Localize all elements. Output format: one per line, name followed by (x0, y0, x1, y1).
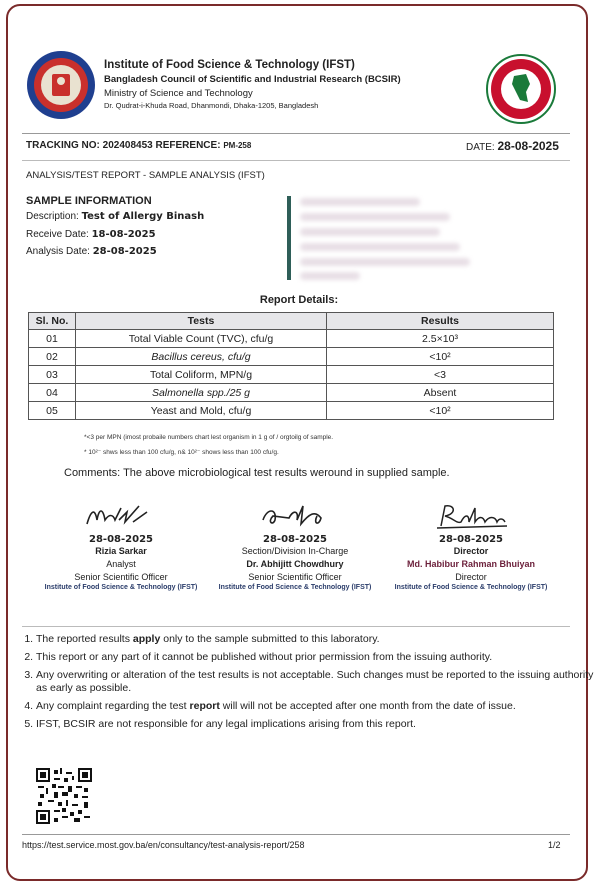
term-text: The reported results (36, 633, 133, 645)
government-seal-logo (486, 54, 556, 124)
test-cell: Yeast and Mold, cfu/g (76, 402, 327, 420)
term-text: Any complaint regarding the test (36, 700, 190, 712)
signature-date: 28-08-2025 (439, 534, 503, 545)
blurred-text (300, 243, 460, 251)
sample-info-heading: SAMPLE INFORMATION (26, 195, 152, 207)
signatory-position: Director (455, 572, 487, 582)
tracking-number: 202408453 (102, 140, 153, 151)
qr-code-icon (36, 768, 92, 824)
term-text: will will not be accepted after one month from the date of issue. (219, 700, 516, 712)
result-cell: Absent (327, 384, 554, 402)
term-text: This report or any part of it cannot be published without prior permission from the issuing authority. (36, 651, 493, 663)
ifst-logo (26, 50, 96, 120)
analysis-date-value: 28-08-2025 (92, 246, 157, 257)
sl-cell: 01 (29, 330, 76, 348)
signatory-analyst (36, 500, 206, 591)
test-cell: Total Coliform, MPN/g (76, 366, 327, 384)
receive-date-field (26, 229, 156, 240)
signature-image (255, 500, 335, 532)
table-header-row (29, 313, 554, 330)
signatory-role: Section/Division In-Charge (241, 546, 349, 556)
reference-value: PM-258 (223, 141, 252, 150)
table-note: * 10²⁻ shws less than 100 cfu/g, n& 10²⁻ shows less than 100 cfu/g. (84, 449, 279, 456)
signatory-institute: Institute of Food Science & Technology (IFST) (394, 584, 548, 591)
analysis-date-field (26, 246, 157, 257)
sample-divider-bar (287, 196, 291, 280)
sl-cell: 05 (29, 402, 76, 420)
signatory-name: Rizia Sarkar (95, 546, 147, 556)
column-header: Tests (76, 313, 327, 330)
signatory-role: Director (453, 546, 489, 556)
result-cell: <10² (327, 348, 554, 366)
table-row (29, 384, 554, 402)
signatory-title: Analyst (106, 559, 136, 569)
signature-date: 28-08-2025 (89, 534, 153, 545)
description-field (26, 211, 204, 222)
sl-cell: 04 (29, 384, 76, 402)
table-row (29, 366, 554, 384)
sl-cell: 03 (29, 366, 76, 384)
result-cell: <10² (327, 402, 554, 420)
sl-cell: 02 (29, 348, 76, 366)
column-header: Sl. No. (29, 313, 76, 330)
receive-date-value: 18-08-2025 (91, 229, 156, 240)
date-label: DATE: (466, 142, 495, 153)
signatory-name: Dr. Abhijitt Chowdhury (246, 559, 344, 569)
test-cell: Bacillus cereus, cfu/g (76, 348, 327, 366)
table-row (29, 402, 554, 420)
institute-name: Institute of Food Science & Technology (IFST) (104, 59, 355, 71)
tracking-divider (22, 160, 570, 161)
result-cell: <3 (327, 366, 554, 384)
term-text: Any overwriting or alteration of the test results is not acceptable. Such changes must be reported to the issuing authority as early as possible. (36, 669, 594, 694)
description-label: Description: (26, 211, 79, 222)
council-name: Bangladesh Council of Scientific and Industrial Research (BCSIR) (104, 74, 401, 85)
test-cell: Total Viable Count (TVC), cfu/g (76, 330, 327, 348)
table-note: *<3 per MPN (imost probaile numbers chart lest organism in 1 g of / orgtoilg of sample. (84, 434, 334, 441)
term-item (36, 633, 596, 646)
term-bold: report (189, 700, 220, 712)
report-title: ANALYSIS/TEST REPORT - SAMPLE ANALYSIS (IFST) (26, 170, 265, 181)
ministry-name: Ministry of Science and Technology (104, 88, 253, 99)
tracking-info (26, 140, 251, 151)
blurred-text (300, 228, 440, 236)
terms-list (18, 633, 596, 736)
document-frame (6, 4, 588, 881)
analysis-date-label: Analysis Date: (26, 246, 90, 257)
reference-label: REFERENCE: (155, 140, 221, 151)
term-item (36, 651, 596, 664)
blurred-text (300, 272, 360, 280)
report-details-title: Report Details: (259, 294, 339, 306)
receive-date-label: Receive Date: (26, 229, 89, 240)
verification-url[interactable]: https://test.service.most.gov.ba/en/consultancy/test-analysis-report/258 (22, 840, 305, 850)
signatory-director (386, 500, 556, 591)
term-item (36, 669, 596, 695)
date-value: 28-08-2025 (497, 139, 559, 153)
blurred-text (300, 198, 420, 206)
table-row (29, 330, 554, 348)
blurred-text (300, 258, 470, 266)
description-value: Test of Allergy Binash (81, 211, 205, 222)
term-text: only to the sample submitted to this laboratory. (160, 633, 380, 645)
terms-divider (22, 626, 570, 627)
signatory-section-incharge (210, 500, 380, 591)
footer-divider (22, 834, 570, 835)
term-text: IFST, BCSIR are not responsible for any legal implications arising from this report. (36, 718, 416, 730)
signatory-position: Senior Scientific Officer (248, 572, 342, 582)
signatory-position: Senior Scientific Officer (74, 572, 168, 582)
signatory-institute: Institute of Food Science & Technology (IFST) (44, 584, 198, 591)
comments: Comments: The above microbiological test results weround in supplied sample. (64, 467, 450, 479)
address: Dr. Qudrat-i-Khuda Road, Dhanmondi, Dhaka-1205, Bangladesh (104, 101, 319, 110)
term-bold: apply (132, 633, 161, 645)
header-divider (22, 133, 570, 134)
result-cell: 2.5×10³ (327, 330, 554, 348)
signature-image (431, 500, 511, 532)
report-date (466, 139, 559, 153)
test-cell: Salmonella spp./25 g (76, 384, 327, 402)
tracking-label: TRACKING NO: (26, 140, 100, 151)
signature-date: 28-08-2025 (263, 534, 327, 545)
page-number: 1/2 (548, 840, 561, 850)
signature-image (81, 500, 161, 532)
term-item (36, 700, 596, 713)
table-row (29, 348, 554, 366)
results-table (28, 312, 554, 420)
column-header: Results (327, 313, 554, 330)
term-item (36, 718, 596, 731)
blurred-text (300, 213, 450, 221)
signatory-name: Md. Habibur Rahman Bhuiyan (406, 559, 535, 569)
signatory-institute: Institute of Food Science & Technology (IFST) (218, 584, 372, 591)
